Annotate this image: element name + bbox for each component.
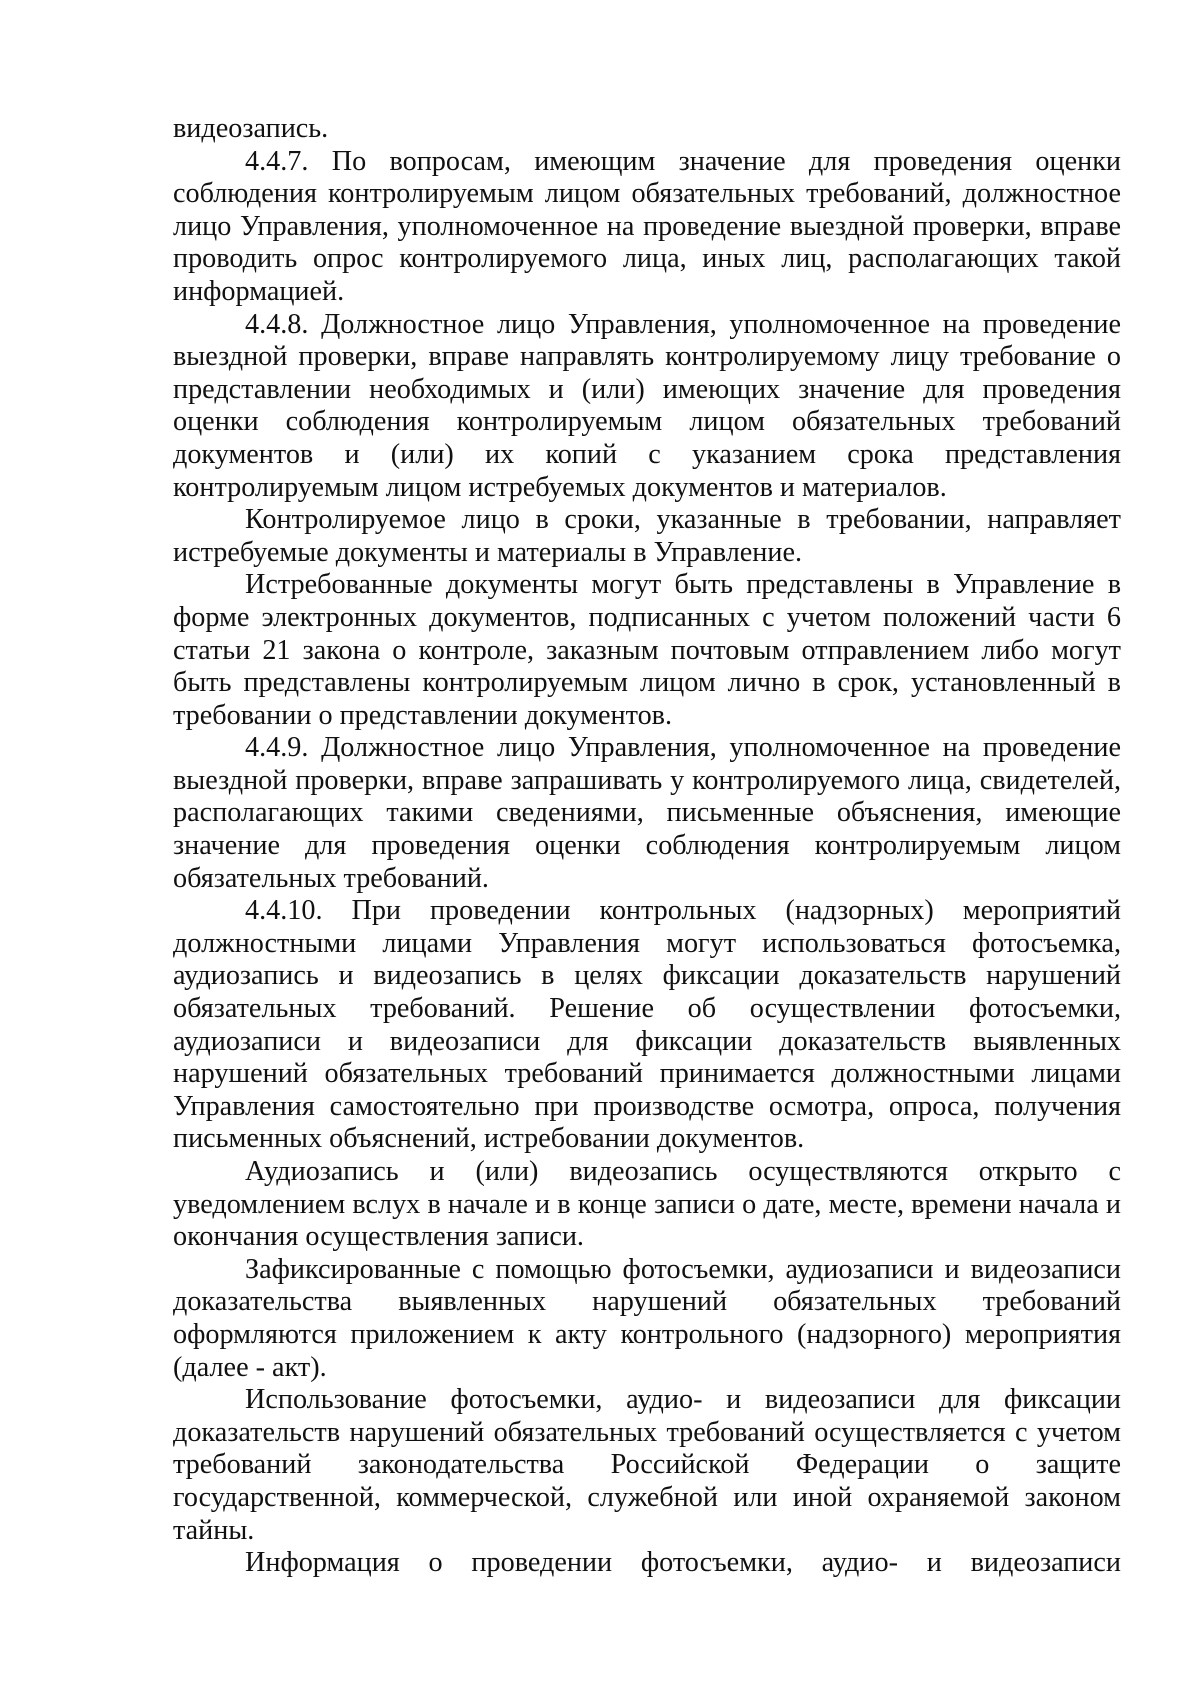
paragraph-requested-documents: Истребованные документы могут быть представлены в Управление в форме электронных документов, подписанных с учетом положений части 6 статьи 21 закона о контроле, заказным почтовым отправлением либо могут быть представлены контролируемым лицом лично в срок, установленный в требовании о представлении документов. [173,569,1121,731]
paragraph-controlled-person-deadline: Контролируемое лицо в сроки, указанные в требовании, направляет истребуемые документы и материалы в Управление. [173,504,1121,568]
paragraph-continuation: видеозапись. [173,113,329,144]
paragraph-recording-information: Информация о проведении фотосъемки, аудио- и видеозаписи [245,1547,1121,1579]
paragraph-recorded-evidence: Зафиксированные с помощью фотосъемки, аудиозаписи и видеозаписи доказательства выявленных нарушений обязательных требований оформляются приложением к акту контрольного (надзорного) мероприятия (далее - акт). [173,1253,1121,1383]
paragraph-4-4-10: 4.4.10. При проведении контрольных (надзорных) мероприятий должностными лицами Управления могут использоваться фотосъемка, аудиозапись и видеозапись в целях фиксации доказательств нарушений обязательных требований. Решение об осуществлении фотосъемки, аудиозаписи и видеозаписи для фиксации доказательств выявленных нарушений обязательных требований принимается должностными лицами Управления самостоятельно при производстве осмотра, опроса, получения письменных объяснений, истребовании документов. [173,895,1121,1155]
paragraph-use-of-recording: Использование фотосъемки, аудио- и видеозаписи для фиксации доказательств нарушений обязательных требований осуществляется с учетом требований законодательства Российской Федерации о защите государственной, коммерческой, служебной или иной охраняемой законом тайны. [173,1384,1121,1546]
paragraph-4-4-9: 4.4.9. Должностное лицо Управления, уполномоченное на проведение выездной проверки, вправе запрашивать у контролируемого лица, свидетелей, располагающих такими сведениями, письменные объяснения, имеющие значение для проведения оценки соблюдения контролируемым лицом обязательных требований. [173,732,1121,894]
paragraph-4-4-7: 4.4.7. По вопросам, имеющим значение для проведения оценки соблюдения контролируемым лицом обязательных требований, должностное лицо Управления, уполномоченное на проведение выездной проверки, вправе проводить опрос контролируемого лица, иных лиц, располагающих такой информацией. [173,145,1121,307]
document-page [173,113,1121,1580]
paragraph-4-4-8: 4.4.8. Должностное лицо Управления, уполномоченное на проведение выездной проверки, вправе направлять контролируемому лицу требование о представлении необходимых и (или) имеющих значение для проведения оценки соблюдения контролируемым лицом обязательных требований документов и (или) их копий с указанием срока представления контролируемым лицом истребуемых документов и материалов. [173,308,1121,503]
paragraph-audio-video-recording: Аудиозапись и (или) видеозапись осуществляются открыто с уведомлением вслух в начале и в конце записи о дате, месте, времени начала и окончания осуществления записи. [173,1156,1121,1253]
